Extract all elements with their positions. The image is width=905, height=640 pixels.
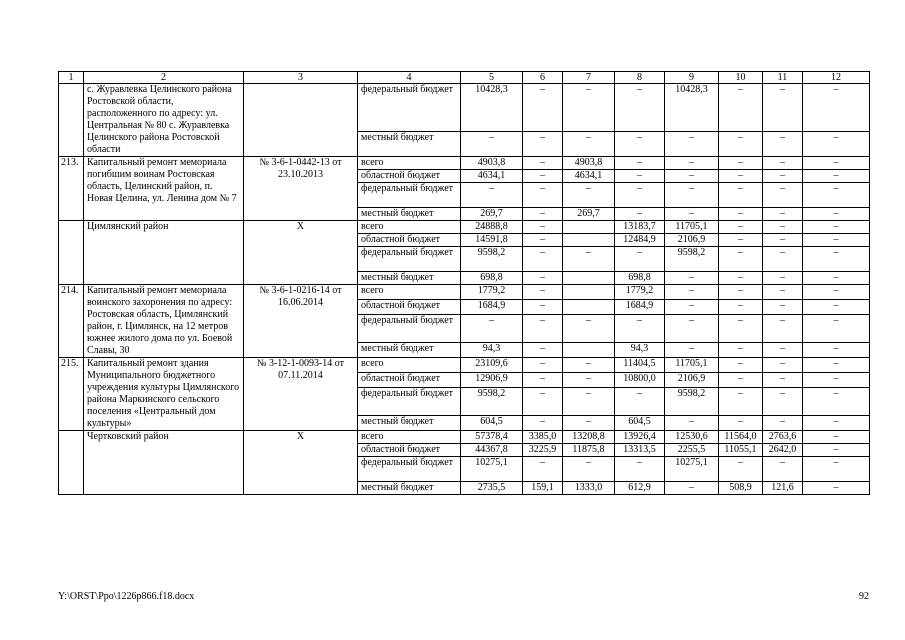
amount-cell-col6: –	[523, 416, 563, 431]
amount-cell-col11: –	[763, 221, 803, 234]
amount-cell-col5: 4634,1	[461, 170, 523, 183]
document-reference: Х	[244, 431, 358, 495]
amount-cell-col8: 13926,4	[615, 431, 665, 444]
amount-cell-col12: –	[803, 272, 870, 285]
budget-source-label: всего	[358, 431, 461, 444]
budget-source-label: местный бюджет	[358, 132, 461, 157]
budget-source-label: местный бюджет	[358, 208, 461, 221]
amount-cell-col11: 2763,6	[763, 431, 803, 444]
amount-cell-col10: –	[719, 457, 763, 482]
amount-cell-col12: –	[803, 221, 870, 234]
budget-source-label: местный бюджет	[358, 272, 461, 285]
object-name: Чертковский район	[84, 431, 244, 495]
budget-source-label: местный бюджет	[358, 416, 461, 431]
amount-cell-col10: –	[719, 208, 763, 221]
amount-cell-col10: –	[719, 285, 763, 300]
amount-cell-col7: 1333,0	[563, 482, 615, 495]
amount-cell-col12: –	[803, 387, 870, 416]
amount-cell-col12: –	[803, 444, 870, 457]
amount-cell-col6: –	[523, 299, 563, 314]
object-number: 215.	[59, 358, 84, 431]
budget-source-label: местный бюджет	[358, 482, 461, 495]
document-path: Y:\ORST\Ppo\1226p866.f18.docx	[58, 591, 195, 602]
amount-cell-col12: –	[803, 457, 870, 482]
amount-cell-col11: –	[763, 299, 803, 314]
table-row	[59, 157, 870, 170]
amount-cell-col9: –	[665, 170, 719, 183]
object-name: Капитальный ремонт здания Муниципального бюджетного учреждения культуры Цимлянского района Маркинского сельского поселения «Центральный дом культуры»	[84, 358, 244, 431]
column-header-6: 6	[523, 72, 563, 84]
column-header-8: 8	[615, 72, 665, 84]
amount-cell-col12: –	[803, 170, 870, 183]
amount-cell-col5: 9598,2	[461, 247, 523, 272]
amount-cell-col6: –	[523, 247, 563, 272]
amount-cell-col9: 2106,9	[665, 372, 719, 387]
amount-cell-col10: 508,9	[719, 482, 763, 495]
amount-cell-col7: 4903,8	[563, 157, 615, 170]
budget-source-label: областной бюджет	[358, 234, 461, 247]
column-header-5: 5	[461, 72, 523, 84]
amount-cell-col7	[563, 343, 615, 358]
amount-cell-col8: –	[615, 457, 665, 482]
budget-source-label: федеральный бюджет	[358, 314, 461, 343]
amount-cell-col11: –	[763, 234, 803, 247]
object-number: 214.	[59, 285, 84, 358]
amount-cell-col7	[563, 299, 615, 314]
budget-source-label: областной бюджет	[358, 372, 461, 387]
amount-cell-col5: –	[461, 132, 523, 157]
budget-source-label: всего	[358, 157, 461, 170]
amount-cell-col12: –	[803, 372, 870, 387]
amount-cell-col9: –	[665, 285, 719, 300]
object-name: с. Журавлевка Целинского района Ростовской области, расположенного по адресу: ул. Центральная № 80 с. Журавлевка Целинского района Ростовской области	[84, 84, 244, 157]
amount-cell-col10: –	[719, 183, 763, 208]
amount-cell-col7: –	[563, 247, 615, 272]
column-header-3: 3	[244, 72, 358, 84]
amount-cell-col8: 1779,2	[615, 285, 665, 300]
budget-source-label: федеральный бюджет	[358, 183, 461, 208]
amount-cell-col11: –	[763, 358, 803, 373]
amount-cell-col5: 2735,5	[461, 482, 523, 495]
column-header-7: 7	[563, 72, 615, 84]
amount-cell-col8: 698,8	[615, 272, 665, 285]
amount-cell-col10: –	[719, 132, 763, 157]
amount-cell-col9: 2255,5	[665, 444, 719, 457]
amount-cell-col8: 13183,7	[615, 221, 665, 234]
amount-cell-col10: –	[719, 299, 763, 314]
amount-cell-col8: –	[615, 314, 665, 343]
amount-cell-col11: –	[763, 157, 803, 170]
budget-source-label: местный бюджет	[358, 343, 461, 358]
amount-cell-col6: –	[523, 157, 563, 170]
document-reference: № 3-6-1-0442-13 от 23.10.2013	[244, 157, 358, 221]
document-reference: Х	[244, 221, 358, 285]
amount-cell-col11: 2642,0	[763, 444, 803, 457]
amount-cell-col8: 94,3	[615, 343, 665, 358]
amount-cell-col5: 23109,6	[461, 358, 523, 373]
amount-cell-col7: –	[563, 132, 615, 157]
amount-cell-col12: –	[803, 431, 870, 444]
amount-cell-col5: 12906,9	[461, 372, 523, 387]
amount-cell-col10: –	[719, 84, 763, 132]
column-header-9: 9	[665, 72, 719, 84]
amount-cell-col11: –	[763, 170, 803, 183]
amount-cell-col9: 9598,2	[665, 387, 719, 416]
amount-cell-col8: –	[615, 247, 665, 272]
amount-cell-col7: –	[563, 372, 615, 387]
amount-cell-col11: –	[763, 343, 803, 358]
budget-source-label: федеральный бюджет	[358, 247, 461, 272]
amount-cell-col5: 10275,1	[461, 457, 523, 482]
amount-cell-col8: 13313,5	[615, 444, 665, 457]
amount-cell-col9: –	[665, 343, 719, 358]
amount-cell-col12: –	[803, 358, 870, 373]
budget-table	[58, 71, 870, 495]
amount-cell-col10: –	[719, 234, 763, 247]
amount-cell-col9: 10275,1	[665, 457, 719, 482]
amount-cell-col8: –	[615, 132, 665, 157]
budget-source-label: федеральный бюджет	[358, 387, 461, 416]
amount-cell-col5: 269,7	[461, 208, 523, 221]
amount-cell-col7: 269,7	[563, 208, 615, 221]
amount-cell-col9: –	[665, 132, 719, 157]
amount-cell-col6: 159,1	[523, 482, 563, 495]
amount-cell-col7: –	[563, 416, 615, 431]
amount-cell-col6: –	[523, 457, 563, 482]
amount-cell-col5: 1779,2	[461, 285, 523, 300]
column-header-1: 1	[59, 72, 84, 84]
table-row	[59, 431, 870, 444]
amount-cell-col6: –	[523, 387, 563, 416]
amount-cell-col5: –	[461, 183, 523, 208]
amount-cell-col11: –	[763, 183, 803, 208]
amount-cell-col5: 604,5	[461, 416, 523, 431]
amount-cell-col12: –	[803, 234, 870, 247]
amount-cell-col6: –	[523, 285, 563, 300]
amount-cell-col12: –	[803, 482, 870, 495]
amount-cell-col12: –	[803, 208, 870, 221]
amount-cell-col7: 13208,8	[563, 431, 615, 444]
amount-cell-col10: –	[719, 343, 763, 358]
amount-cell-col9: 2106,9	[665, 234, 719, 247]
amount-cell-col9: –	[665, 272, 719, 285]
amount-cell-col9: –	[665, 157, 719, 170]
amount-cell-col10: –	[719, 372, 763, 387]
amount-cell-col7: –	[563, 183, 615, 208]
amount-cell-col9: 9598,2	[665, 247, 719, 272]
budget-source-label: областной бюджет	[358, 444, 461, 457]
amount-cell-col11: 121,6	[763, 482, 803, 495]
amount-cell-col5: 698,8	[461, 272, 523, 285]
amount-cell-col7	[563, 272, 615, 285]
amount-cell-col9: –	[665, 299, 719, 314]
amount-cell-col7: –	[563, 457, 615, 482]
amount-cell-col6: –	[523, 358, 563, 373]
amount-cell-col5: 9598,2	[461, 387, 523, 416]
table-row	[59, 84, 870, 132]
object-number	[59, 431, 84, 495]
amount-cell-col11: –	[763, 416, 803, 431]
amount-cell-col10: –	[719, 416, 763, 431]
amount-cell-col10: –	[719, 157, 763, 170]
amount-cell-col6: –	[523, 132, 563, 157]
amount-cell-col6: –	[523, 221, 563, 234]
amount-cell-col8: 1684,9	[615, 299, 665, 314]
budget-source-label: федеральный бюджет	[358, 457, 461, 482]
amount-cell-col10: –	[719, 170, 763, 183]
amount-cell-col8: 11404,5	[615, 358, 665, 373]
budget-source-label: областной бюджет	[358, 170, 461, 183]
column-header-2: 2	[84, 72, 244, 84]
amount-cell-col10: –	[719, 358, 763, 373]
amount-cell-col6: 3385,0	[523, 431, 563, 444]
amount-cell-col6: –	[523, 272, 563, 285]
amount-cell-col8: –	[615, 208, 665, 221]
amount-cell-col8: 604,5	[615, 416, 665, 431]
amount-cell-col5: 44367,8	[461, 444, 523, 457]
column-header-10: 10	[719, 72, 763, 84]
budget-source-label: всего	[358, 221, 461, 234]
amount-cell-col12: –	[803, 299, 870, 314]
page-number: 92	[859, 591, 869, 602]
amount-cell-col12: –	[803, 157, 870, 170]
amount-cell-col8: 612,9	[615, 482, 665, 495]
amount-cell-col7: –	[563, 314, 615, 343]
amount-cell-col10: –	[719, 314, 763, 343]
amount-cell-col7	[563, 285, 615, 300]
amount-cell-col10: –	[719, 272, 763, 285]
amount-cell-col6: –	[523, 170, 563, 183]
amount-cell-col8: –	[615, 157, 665, 170]
amount-cell-col10: 11564,0	[719, 431, 763, 444]
amount-cell-col5: 57378,4	[461, 431, 523, 444]
amount-cell-col12: –	[803, 416, 870, 431]
amount-cell-col7	[563, 234, 615, 247]
amount-cell-col5: 1684,9	[461, 299, 523, 314]
column-header-4: 4	[358, 72, 461, 84]
amount-cell-col8: –	[615, 387, 665, 416]
amount-cell-col11: –	[763, 132, 803, 157]
amount-cell-col10: –	[719, 221, 763, 234]
amount-cell-col12: –	[803, 183, 870, 208]
amount-cell-col7: –	[563, 387, 615, 416]
column-number-header	[59, 72, 870, 84]
amount-cell-col12: –	[803, 314, 870, 343]
amount-cell-col9: –	[665, 482, 719, 495]
amount-cell-col7: –	[563, 358, 615, 373]
column-header-11: 11	[763, 72, 803, 84]
amount-cell-col8: 12484,9	[615, 234, 665, 247]
table-row	[59, 285, 870, 300]
object-number	[59, 84, 84, 157]
amount-cell-col12: –	[803, 285, 870, 300]
amount-cell-col10: 11055,1	[719, 444, 763, 457]
amount-cell-col11: –	[763, 272, 803, 285]
amount-cell-col10: –	[719, 387, 763, 416]
amount-cell-col6: –	[523, 183, 563, 208]
amount-cell-col9: 10428,3	[665, 84, 719, 132]
table-row	[59, 221, 870, 234]
amount-cell-col7	[563, 221, 615, 234]
amount-cell-col6: –	[523, 234, 563, 247]
amount-cell-col9: 11705,1	[665, 221, 719, 234]
document-reference	[244, 84, 358, 157]
document-reference: № 3-12-1-0093-14 от 07.11.2014	[244, 358, 358, 431]
amount-cell-col12: –	[803, 84, 870, 132]
column-header-12: 12	[803, 72, 870, 84]
object-name: Капитальный ремонт мемориала погибшим воинам Ростовская область, Целинский район, п. Новая Целина, ул. Ленина дом № 7	[84, 157, 244, 221]
amount-cell-col9: –	[665, 416, 719, 431]
amount-cell-col11: –	[763, 314, 803, 343]
amount-cell-col12: –	[803, 132, 870, 157]
amount-cell-col6: –	[523, 343, 563, 358]
amount-cell-col11: –	[763, 285, 803, 300]
amount-cell-col5: 4903,8	[461, 157, 523, 170]
amount-cell-col8: –	[615, 170, 665, 183]
amount-cell-col5: 10428,3	[461, 84, 523, 132]
amount-cell-col5: 14591,8	[461, 234, 523, 247]
amount-cell-col9: 12530,6	[665, 431, 719, 444]
object-number: 213.	[59, 157, 84, 221]
object-name: Капитальный ремонт мемориала воинского захоронения по адресу: Ростовская область, Цимлянский район, г. Цимлянск, на 12 метров южнее жилого дома по ул. Боевой Славы, 30	[84, 285, 244, 358]
budget-source-label: областной бюджет	[358, 299, 461, 314]
budget-source-label: всего	[358, 285, 461, 300]
amount-cell-col5: 94,3	[461, 343, 523, 358]
amount-cell-col12: –	[803, 343, 870, 358]
amount-cell-col12: –	[803, 247, 870, 272]
amount-cell-col10: –	[719, 247, 763, 272]
amount-cell-col11: –	[763, 372, 803, 387]
amount-cell-col7: 11875,8	[563, 444, 615, 457]
amount-cell-col6: –	[523, 314, 563, 343]
amount-cell-col8: –	[615, 84, 665, 132]
amount-cell-col9: –	[665, 314, 719, 343]
amount-cell-col6: –	[523, 372, 563, 387]
amount-cell-col11: –	[763, 84, 803, 132]
amount-cell-col9: –	[665, 208, 719, 221]
document-reference: № 3-6-1-0216-14 от 16.06.2014	[244, 285, 358, 358]
budget-source-label: федеральный бюджет	[358, 84, 461, 132]
amount-cell-col6: –	[523, 208, 563, 221]
amount-cell-col5: –	[461, 314, 523, 343]
budget-source-label: всего	[358, 358, 461, 373]
amount-cell-col9: 11705,1	[665, 358, 719, 373]
amount-cell-col11: –	[763, 208, 803, 221]
amount-cell-col7: –	[563, 84, 615, 132]
object-name: Цимлянский район	[84, 221, 244, 285]
amount-cell-col8: –	[615, 183, 665, 208]
table-row	[59, 358, 870, 373]
amount-cell-col6: 3225,9	[523, 444, 563, 457]
amount-cell-col11: –	[763, 387, 803, 416]
amount-cell-col6: –	[523, 84, 563, 132]
amount-cell-col7: 4634,1	[563, 170, 615, 183]
amount-cell-col11: –	[763, 457, 803, 482]
amount-cell-col11: –	[763, 247, 803, 272]
amount-cell-col9: –	[665, 183, 719, 208]
amount-cell-col8: 10800,0	[615, 372, 665, 387]
amount-cell-col5: 24888,8	[461, 221, 523, 234]
object-number	[59, 221, 84, 285]
